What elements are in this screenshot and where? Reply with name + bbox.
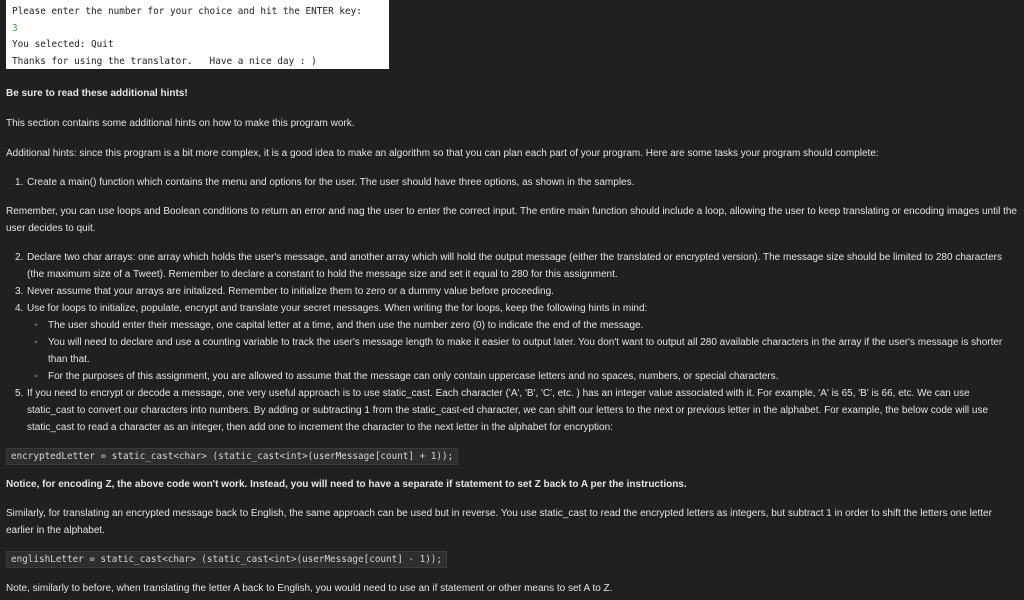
list-item bbox=[6, 174, 1018, 191]
note-paragraph: Note, similarly to before, when translating the letter A back to English, you would need to use an if statement or other means to set A to Z. bbox=[6, 583, 613, 594]
list-item bbox=[6, 249, 1018, 283]
remember-paragraph: Remember, you can use loops and Boolean conditions to return an error and nag the user to enter the correct input. The entire main function should include a loop, allowing the user to keep translating or encoding images until the user decides to quit. bbox=[6, 206, 1017, 234]
bullet-icon: ◦ bbox=[34, 337, 38, 348]
list-item-text: Declare two char arrays: one array which holds the user's message, and another array which will hold the output message (either the translated or encrypted version). The message size should be limited to 280 characters (the maximum size of a Tweet). Remember to declare a constant to hold the message size and set it equal to 280 for this assignment. bbox=[27, 252, 1002, 280]
list-item-text: If you need to encrypt or decode a message, one very useful approach is to use static_cast. Each character ('A', 'B', 'C', etc. ) has an integer value associated with it. For example, 'A' is 65, 'B' is 66, etc. We can use static_cast to convert our characters into numbers. By adding or subtracting 1 from the static_cast-ed character, we can shift our letters to the next or previous letter in the alphabet. For example, the below code will use static_cast to read a character as an integer, then add one to increment the character to the next letter in the alphabet for encryption: bbox=[27, 388, 989, 433]
bullet-icon: ◦ bbox=[34, 320, 38, 331]
list-item bbox=[6, 283, 1018, 300]
list-item bbox=[6, 300, 1018, 385]
console-selected: You selected: Quit bbox=[12, 39, 114, 50]
list-item-text: Create a main() function which contains the menu and options for the user. The user should have three options, as shown in the samples. bbox=[27, 177, 635, 188]
console-input: 3 bbox=[12, 22, 18, 34]
sub-list-item-text: You will need to declare and use a counting variable to track the user's message length to make it easier to output later. You don't want to output all 280 available characters in the array if the user's message is shorter than that. bbox=[48, 337, 1003, 365]
list-item-text: Use for loops to initialize, populate, encrypt and translate your secret messages. When writing the for loops, keep the following hints in mind: bbox=[27, 303, 648, 314]
hints-section bbox=[6, 86, 1018, 597]
code-snippet-encrypt: encryptedLetter = static_cast<char> (static_cast<int>(userMessage[count] + 1)); bbox=[6, 448, 458, 465]
sub-list-item-text: The user should enter their message, one capital letter at a time, and then use the number zero (0) to indicate the end of the message. bbox=[48, 320, 644, 331]
sub-list-item bbox=[27, 334, 1018, 368]
similarly-paragraph: Similarly, for translating an encrypted message back to English, the same approach can be used but in reverse. You use static_cast to read the encrypted letters as integers, but subtract 1 in order to shift the letters one letter earlier in the alphabet. bbox=[6, 508, 992, 536]
console-output bbox=[6, 0, 389, 69]
notice-paragraph: Notice, for encoding Z, the above code won't work. Instead, you will need to have a separate if statement to set Z back to A per the instructions. bbox=[6, 479, 687, 490]
list-item-number: 1. bbox=[15, 177, 24, 188]
list-item bbox=[6, 385, 1018, 436]
console-thanks: Thanks for using the translator. Have a nice day : ) bbox=[12, 55, 317, 67]
console-prompt: Please enter the number for your choice and hit the ENTER key: bbox=[12, 6, 362, 17]
sub-list-item-text: For the purposes of this assignment, you are allowed to assume that the message can only contain uppercase letters and no spaces, numbers, or special characters. bbox=[48, 371, 779, 382]
additional-hints-paragraph: Additional hints: since this program is a bit more complex, it is a good idea to make an algorithm so that you can plan each part of your program. Here are some tasks your program should complete: bbox=[6, 148, 879, 159]
list-item-number: 5. bbox=[15, 388, 24, 399]
list-item-text: Never assume that your arrays are initalized. Remember to initialize them to zero or a dummy value before proceeding. bbox=[27, 286, 554, 297]
sub-list-item bbox=[27, 368, 1018, 385]
intro-paragraph: This section contains some additional hints on how to make this program work. bbox=[6, 118, 355, 129]
task-list-1 bbox=[6, 174, 1018, 191]
sub-bullet-list bbox=[27, 317, 1018, 385]
list-item-number: 2. bbox=[15, 252, 24, 263]
hints-heading: Be sure to read these additional hints! bbox=[6, 88, 188, 99]
bullet-icon: ◦ bbox=[34, 371, 38, 382]
list-item-number: 3. bbox=[15, 286, 24, 297]
list-item-number: 4. bbox=[15, 303, 24, 314]
code-snippet-decrypt: englishLetter = static_cast<char> (static_cast<int>(userMessage[count] - 1)); bbox=[6, 551, 447, 568]
sub-list-item bbox=[27, 317, 1018, 334]
task-list-2 bbox=[6, 249, 1018, 436]
